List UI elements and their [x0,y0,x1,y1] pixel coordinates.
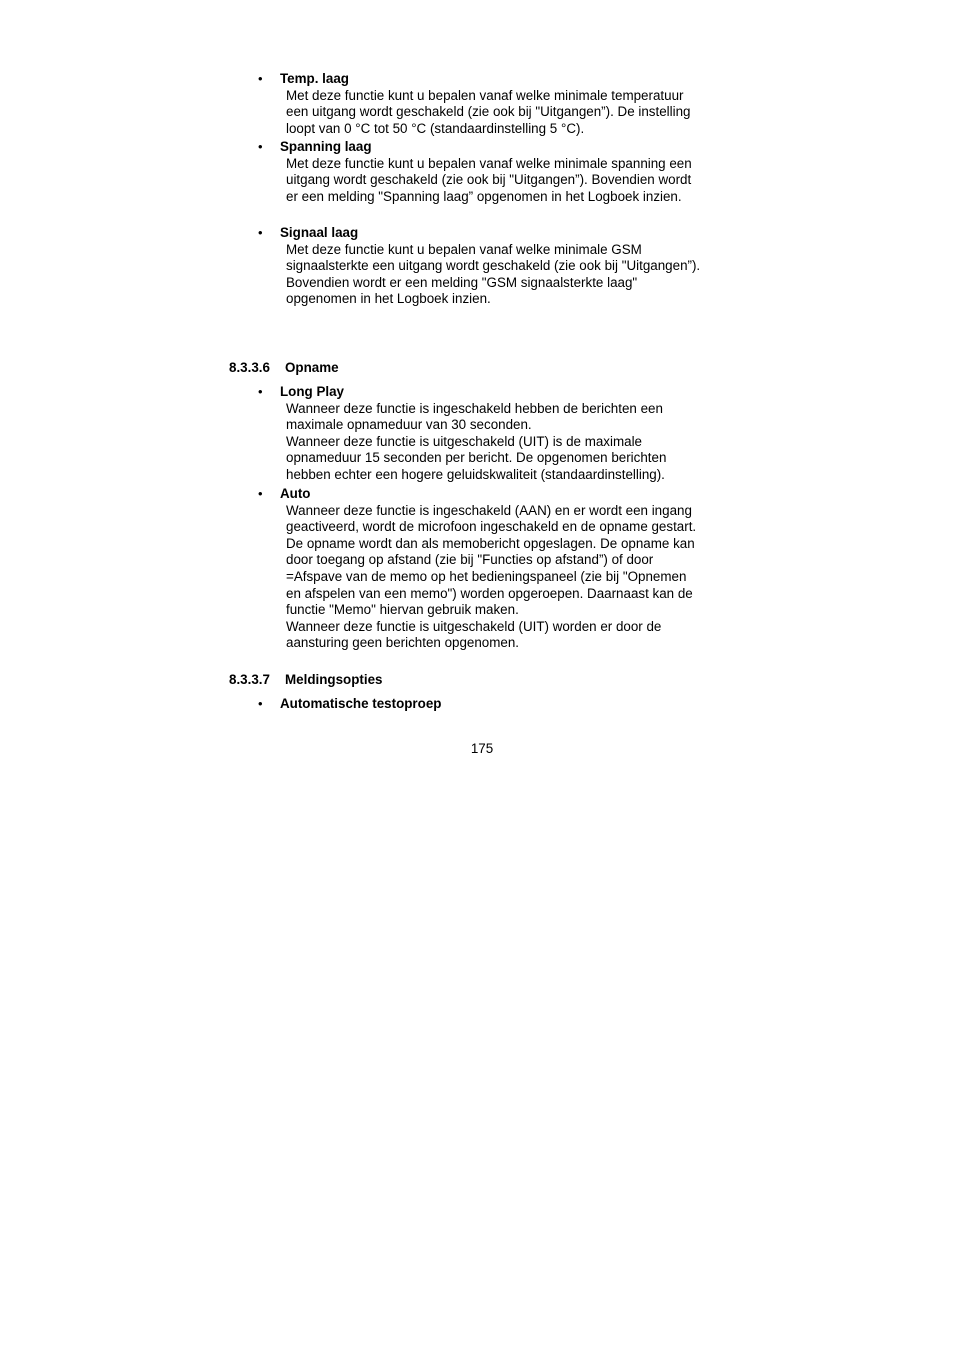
item-title: Long Play [280,384,344,399]
body-line: opnameduur 15 seconden per bericht. De opgenomen berichten [286,450,667,466]
bullet-icon: • [258,384,263,399]
body-line: De opname wordt dan als memobericht opgeslagen. De opname kan [286,535,695,551]
section-title: Meldingsopties [285,672,383,687]
page-number: 175 [470,741,494,756]
body-line: Met deze functie kunt u bepalen vanaf welke minimale GSM [286,241,642,257]
item-body [286,401,756,484]
item-body [286,156,756,206]
bullet-icon: • [258,71,263,86]
item-title: Auto [280,486,311,501]
item-title: Automatische testoproep [280,696,442,711]
body-line: functie "Memo" hiervan gebruik maken. [286,602,519,618]
section-heading-meldingsopties [229,672,382,689]
body-line: hebben echter een hogere geluidskwaliteit (standaardinstelling). [286,466,665,482]
item-body [286,503,756,652]
body-line: Wanneer deze functie is uitgeschakeld (UIT) is de maximale [286,433,642,449]
bullet-icon: • [258,696,263,711]
body-line: Wanneer deze functie is ingeschakeld hebben de berichten een [286,400,663,416]
section-number: 8.3.3.7 [229,672,270,687]
body-line: maximale opnameduur van 30 seconden. [286,417,532,433]
body-line: loopt van 0 °C tot 50 °C (standaardinstelling 5 °C). [286,120,585,136]
body-line: Met deze functie kunt u bepalen vanaf welke minimale temperatuur [286,87,684,103]
item-body [286,88,756,138]
body-line: =Afspave van de memo op het bedieningspaneel (zie bij "Opnemen [286,568,687,584]
item-title: Temp. laag [280,71,349,86]
section-number: 8.3.3.6 [229,360,270,375]
body-line: Wanneer deze functie is uitgeschakeld (UIT) worden er door de [286,618,662,634]
body-line: en afspelen van een memo") worden opgeroepen. Daarnaast kan de [286,585,693,601]
bullet-icon: • [258,139,263,154]
body-line: aansturing geen berichten opgenomen. [286,635,520,651]
item-title: Signaal laag [280,225,359,240]
body-line: een uitgang wordt geschakeld (zie ook bij "Uitgangen”). De instelling [286,104,691,120]
body-line: er een melding "Spanning laag” opgenomen in het Logboek inzien. [286,188,682,204]
body-line: Bovendien wordt er een melding "GSM signaalsterkte laag" [286,274,638,290]
bullet-icon: • [258,225,263,240]
body-line: uitgang wordt geschakeld (zie ook bij "Uitgangen”). Bovendien wordt [286,172,692,188]
body-line: door toegang op afstand (zie bij "Functies op afstand”) of door [286,552,654,568]
body-line: signaalsterkte een uitgang wordt geschakeld (zie ook bij "Uitgangen”). [286,258,701,274]
section-heading-opname [229,360,339,377]
bullet-icon: • [258,486,263,501]
body-line: geactiveerd, wordt de microfoon ingeschakeld en de opname gestart. [286,519,697,535]
item-title: Spanning laag [280,139,372,154]
body-line: Met deze functie kunt u bepalen vanaf welke minimale spanning een [286,155,692,171]
section-title: Opname [285,360,339,375]
item-body [286,242,756,308]
body-line: opgenomen in het Logboek inzien. [286,291,491,307]
body-line: Wanneer deze functie is ingeschakeld (AAN) en er wordt een ingang [286,502,692,518]
